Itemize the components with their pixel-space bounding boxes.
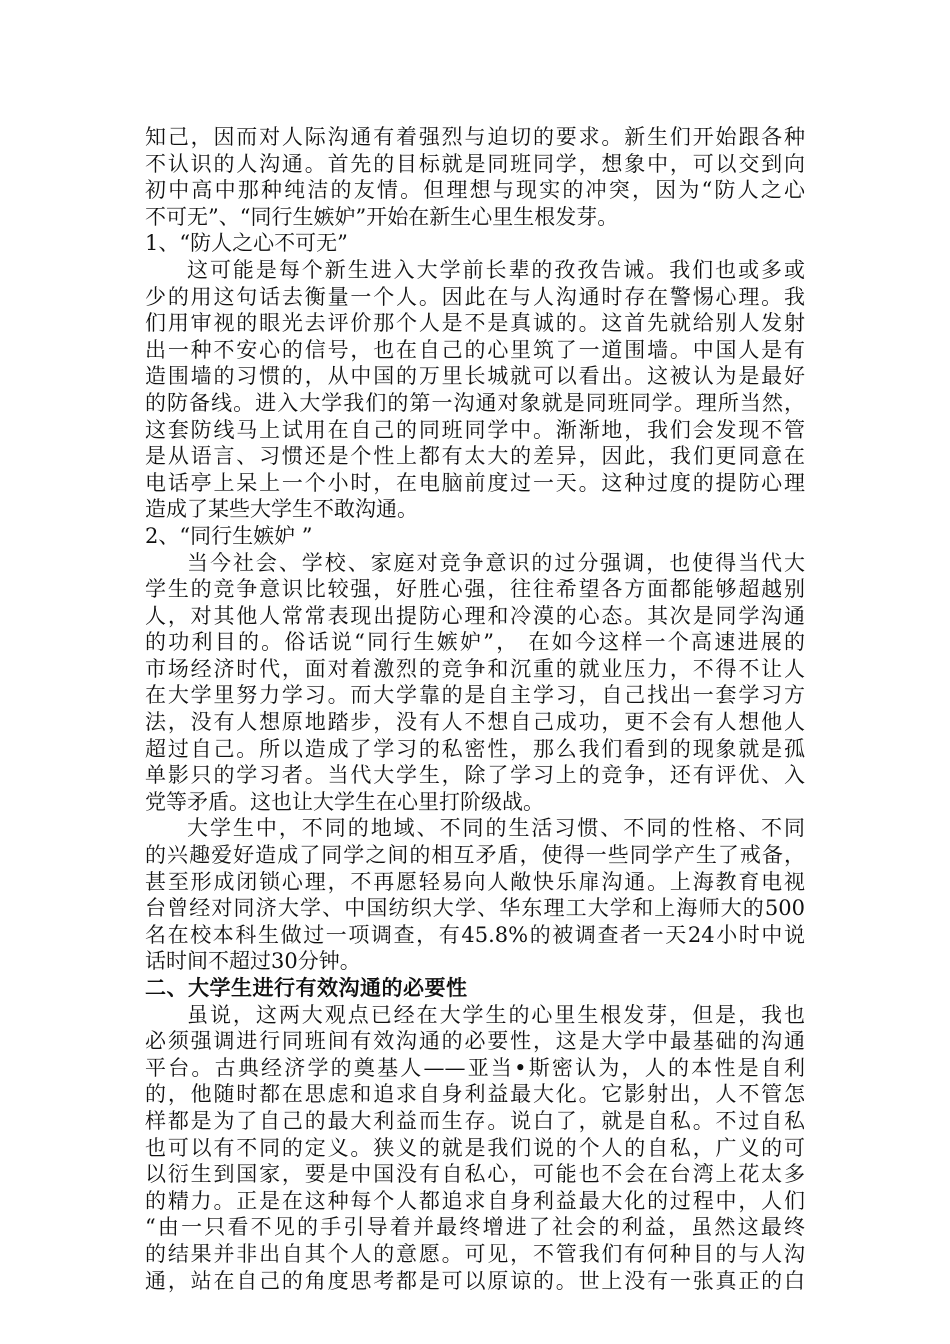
text-line: 的功利目的。俗话说“同行生嫉妒”， 在如今这样一个高速进展的 [145,630,805,655]
paragraph-peer-jealousy [145,550,805,816]
text-line: 单影只的学习者。当代大学生，除了学习上的竞争，还有评优、入 [145,763,805,788]
text-line: 的，他随时都在思虑和追求自身利益最大化。它影射出，人不管怎 [145,1082,805,1107]
text-line: 这套防线马上试用在自己的同班同学中。渐渐地，我们会发现不管 [145,417,805,442]
subheading-guard-heart: 1、“防人之心不可无” [145,231,348,256]
text-line: 当今社会、学校、家庭对竞争意识的过分强调，也使得当代大 [187,550,805,575]
document-page [145,124,805,1294]
paragraph-survey [145,815,805,975]
text-line: 话时间不超过30分钟。 [145,949,361,974]
text-line: 在大学里努力学习。而大学靠的是自主学习，自己找出一套学习方 [145,683,805,708]
text-line: 也可以有不同的定义。狭义的就是我们说的个人的自私，广义的可 [145,1135,805,1160]
text-line: 初中高中那种纯洁的友情。但理想与现实的冲突，因为“防人之心 [145,178,805,203]
text-line: 样都是为了自己的最大利益而生存。说白了，就是自私。不过自私 [145,1108,805,1133]
intro-paragraph [145,124,805,230]
text-line: 虽说，这两大观点已经在大学生的心里生根发芽，但是，我也 [187,1002,805,1027]
text-line: 出一种不安心的信号，也在自己的心里筑了一道围墙。中国人是有 [145,337,805,362]
text-line: 必须强调进行同班间有效沟通的必要性，这是大学中最基础的沟通 [145,1029,805,1054]
text-line: 少的用这句话去衡量一个人。因此在与人沟通时存在警惕心理。我 [145,284,805,309]
text-line: 电话亭上呆上一个小时，在电脑前度过一天。这种过度的提防心理 [145,470,805,495]
text-line: 名在校本科生做过一项调查，有45.8%的被调查者一天24小时中说 [145,922,805,947]
text-line: 党等矛盾。这也让大学生在心里打阶级战。 [145,789,544,814]
text-line: 学生的竞争意识比较强，好胜心强，往往希望各方面都能够超越别 [145,577,805,602]
paragraph-necessity [145,1002,805,1295]
text-line: “由一只看不见的手引导着并最终增进了社会的利益，虽然这最终 [145,1215,805,1240]
text-line: 平台。古典经济学的奠基人——亚当•斯密认为，人的本性是自利 [145,1055,805,1080]
paragraph-guard-heart [145,257,805,523]
text-line: 造围墙的习惯的，从中国的万里长城就可以看出。这被认为是最好 [145,364,805,389]
subheading-peer-jealousy: 2、“同行生嫉妒 ” [145,523,313,548]
text-line: 通，站在自己的角度思考都是可以原谅的。世上没有一张真正的白 [145,1268,805,1293]
text-line: 这可能是每个新生进入大学前长辈的孜孜告诫。我们也或多或 [187,257,805,282]
text-line: 甚至形成闭锁心理，不再愿轻易向人敞快乐扉沟通。上海教育电视 [145,869,805,894]
text-line: 大学生中，不同的地域、不同的生活习惯、不同的性格、不同 [187,816,805,841]
text-line: 的兴趣爱好造成了同学之间的相互矛盾，使得一些同学产生了戒备， [145,843,805,868]
text-line: 法，没有人想原地踏步，没有人不想自己成功，更不会有人想他人 [145,710,805,735]
text-line: 以衍生到国家，要是中国没有自私心，可能也不会在台湾上花太多 [145,1162,805,1187]
text-line: 台曾经对同济大学、中国纺织大学、华东理工大学和上海师大的500 [145,896,805,921]
section-heading: 二、大学生进行有效沟通的必要性 [145,976,468,1000]
text-line: 的精力。正是在这种每个人都追求自身利益最大化的过程中，人们 [145,1188,805,1213]
text-line: 是从语言、习惯还是个性上都有太大的差异，因此，我们更同意在 [145,444,805,469]
text-line: 人，对其他人常常表现出提防心理和冷漠的心态。其次是同学沟通 [145,603,805,628]
text-line: 们用审视的眼光去评价那个人是不是真诚的。这首先就给别人发射 [145,311,805,336]
text-line: 不可无”、“同行生嫉妒”开始在新生心里生根发芽。 [145,204,619,229]
text-line: 的结果并非出自其个人的意愿。可见，不管我们有何种目的与人沟 [145,1241,805,1266]
text-line: 超过自己。所以造成了学习的私密性，那么我们看到的现象就是孤 [145,736,805,761]
text-line: 市场经济时代，面对着激烈的竞争和沉重的就业压力，不得不让人 [145,656,805,681]
text-line: 的防备线。进入大学我们的第一沟通对象就是同班同学。理所当然， [145,390,805,415]
text-line: 不认识的人沟通。首先的目标就是同班同学，想象中，可以交到向 [145,151,805,176]
text-line: 造成了某些大学生不敢沟通。 [145,497,418,522]
text-line: 知己，因而对人际沟通有着强烈与迫切的要求。新生们开始跟各种 [145,125,805,149]
